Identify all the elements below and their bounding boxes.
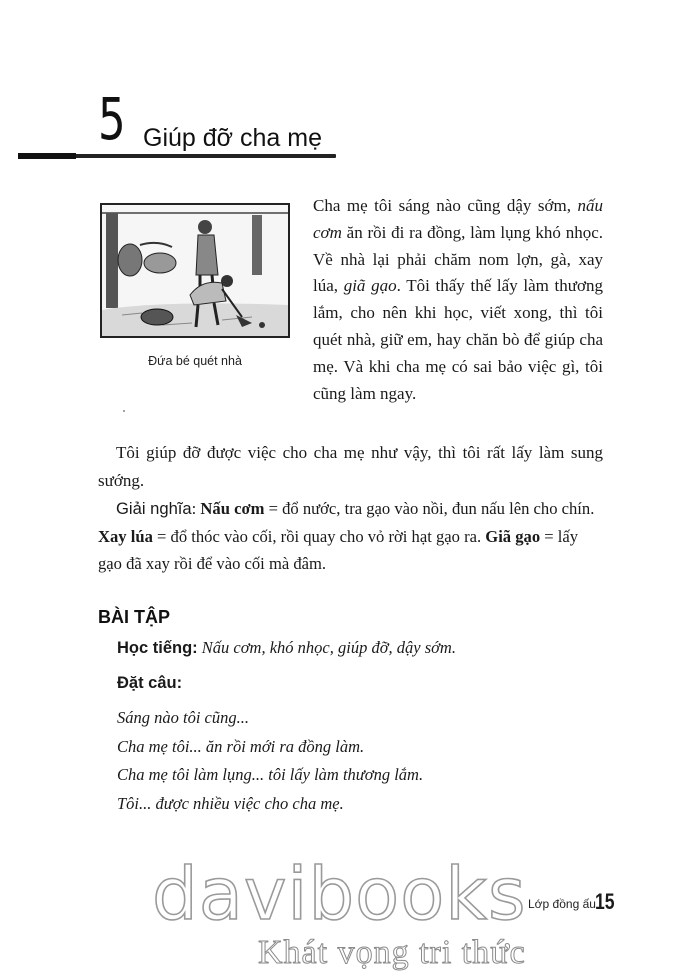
- italic-term: giã gạo: [343, 276, 397, 296]
- glossary-label: Giải nghĩa: [116, 499, 192, 518]
- vocabulary-label: Học tiếng:: [117, 639, 198, 657]
- glossary-term: Xay lúa: [98, 526, 153, 546]
- text-run: . Tôi thấy thế lấy làm thương lắm, cho nên khi học, viết xong, thì tôi quét nhà, giữ em, hay chăn bò để giúp cha mẹ. Và khi cha mẹ có sai bảo việc gì, tôi cũng làm ngay.: [313, 276, 603, 403]
- illustration-child-sweeping: [100, 203, 290, 338]
- vocabulary-words: Nấu cơm, khó nhọc, giúp đỡ, dậy sớm.: [197, 638, 456, 657]
- glossary-definition: = đổ nước, tra gạo vào nồi, đun nấu lên cho chín.: [264, 499, 595, 518]
- glossary-colon: :: [191, 499, 201, 518]
- lesson-number: 5: [98, 85, 126, 153]
- watermark-brand: davibooks: [152, 852, 527, 936]
- text-run: ăn rồi đi ra đồng, làm lụng khó nhọc. Về nhà lại phải chăm nom lợn, gà, xay lúa,: [313, 222, 603, 296]
- lesson-title: Giúp đỡ cha mẹ: [143, 124, 322, 152]
- print-speck: [123, 410, 125, 412]
- exercise-heading: BÀI TẬP: [98, 607, 170, 627]
- sweeping-scene-drawing: [102, 205, 288, 336]
- body-paragraph-2: Tôi giúp đỡ được việc cho cha mẹ như vậy, thì tôi rất lấy làm sung sướng.: [98, 443, 603, 490]
- sentence-exercise-label: Đặt câu:: [117, 674, 183, 692]
- running-footer-title: Lớp đồng ấu: [528, 897, 596, 911]
- vocabulary-line: [117, 638, 597, 658]
- illustration-caption: Đứa bé quét nhà: [148, 354, 242, 368]
- sentence-prompts: [117, 704, 423, 818]
- glossary-definition: = lấy gạo đã xay rồi để vào cối mà đâm.: [98, 526, 579, 573]
- body-paragraph-1: [313, 193, 603, 407]
- sentence-prompt: Cha mẹ tôi làm lụng... tôi lấy làm thương lắm.: [117, 765, 424, 784]
- page-number: 15: [595, 889, 615, 914]
- glossary-term: Giã gạo: [485, 526, 541, 546]
- header-rule: [18, 154, 336, 158]
- sentence-prompt: Cha mẹ tôi... ăn rồi mới ra đồng làm.: [117, 736, 365, 756]
- watermark-slogan: Khát vọng tri thức: [258, 934, 526, 971]
- sentence-prompt: Tôi... được nhiều việc cho cha mẹ.: [117, 793, 344, 813]
- text-run: Cha mẹ tôi sáng nào cũng dậy sớm,: [313, 196, 578, 215]
- glossary-definition: = đổ thóc vào cối, rồi quay cho vỏ rời hạt gạo ra.: [152, 526, 486, 546]
- glossary-paragraph: [98, 495, 603, 578]
- glossary-term: Nấu cơm: [200, 499, 265, 518]
- sentence-prompt: Sáng nào tôi cũng...: [117, 708, 249, 727]
- italic-term: nấu cơm: [313, 196, 603, 242]
